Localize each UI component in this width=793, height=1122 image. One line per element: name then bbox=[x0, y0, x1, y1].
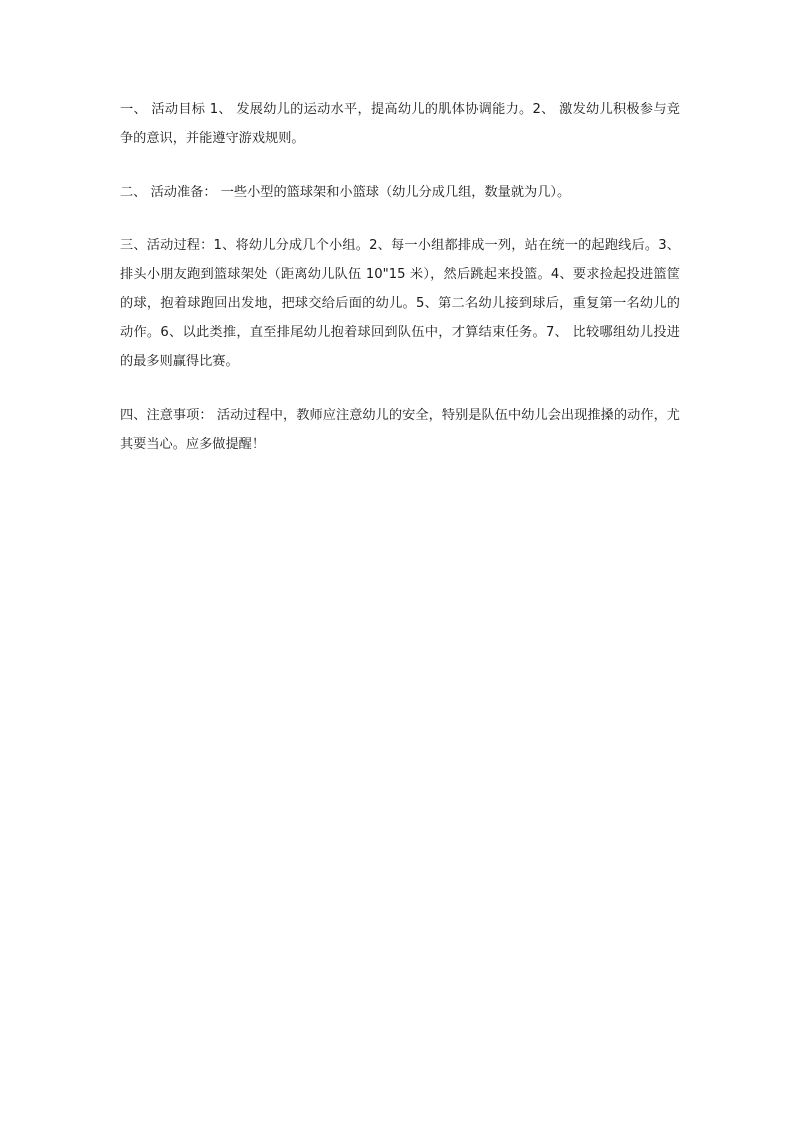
paragraph-precautions: 四、注意事项： 活动过程中，教师应注意幼儿的安全，特别是队伍中幼儿会出现推搡的动作，尤其要当心。应多做提醒！ bbox=[120, 408, 680, 452]
paragraph-activity-goals: 一、 活动目标 1、 发展幼儿的运动水平，提高幼儿的肌体协调能力。2、 激发幼儿积极参与竞争的意识，并能遵守游戏规则。 bbox=[120, 102, 680, 146]
paragraph-activity-preparation: 二、 活动准备： 一些小型的篮球架和小篮球（幼儿分成几组，数量就为几）。 bbox=[120, 185, 571, 200]
paragraph-activity-process: 三、活动过程：1、将幼儿分成几个小组。2、每一小组都排成一列，站在统一的起跑线后。3、排头小朋友跑到篮球架处（距离幼儿队伍 10"15 米），然后跳起来投篮。4、要求捡起投进篮筐的球，抱着球跑回出发地，把球交给后面的幼儿。5、第二名幼儿接到球后，重复第一名幼儿的动作。6、以此类推，直至排尾幼儿抱着球回到队伍中，才算结束任务。7、 比较哪组幼儿投进的最多则赢得比赛。 bbox=[120, 238, 680, 369]
document-body bbox=[120, 95, 680, 484]
